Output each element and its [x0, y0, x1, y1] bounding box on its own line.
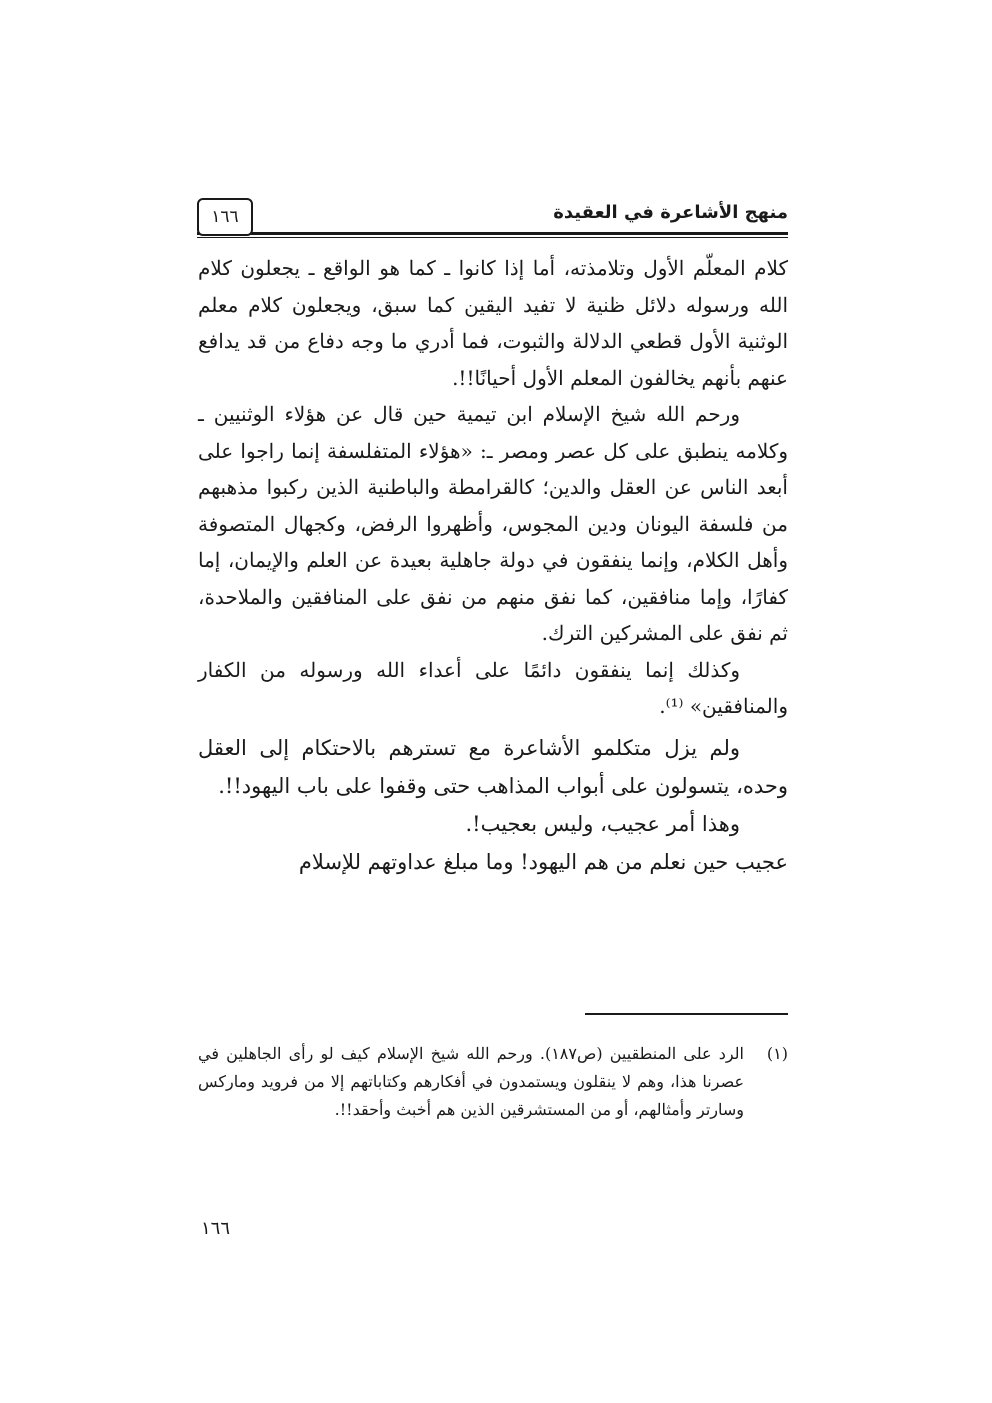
header-page-number: ١٦٦	[197, 198, 253, 236]
header-rule-thin	[197, 237, 788, 238]
book-title: منهج الأشاعرة في العقيدة	[553, 202, 788, 223]
paragraph-1: كلام المعلّم الأول وتلامذته، أما إذا كانوا ـ كما هو الواقع ـ يجعلون كلام الله ورسوله دلائل ظنية لا تفيد اليقين كما سبق، ويجعلون كلام معلم الوثنية الأول قطعي الدلالة والثبوت، فما أدري ما وجه دفاع من قد يدافع عنهم بأنهم يخالفون المعلم الأول أحيانًا!!.	[198, 256, 788, 390]
header-rule-thick	[197, 232, 788, 235]
paragraph-6: عجيب حين نعلم من هم اليهود! وما مبلغ عداوتهم للإسلام	[298, 849, 788, 874]
footnote-separator	[585, 1013, 788, 1015]
footnote-number: (١)	[766, 1044, 788, 1063]
main-text	[198, 250, 788, 881]
footnote	[198, 1040, 788, 1124]
paragraph-5: وهذا أمر عجيب، وليس بعجيب!.	[465, 811, 740, 836]
paragraph-4: ولم يزل متكلمو الأشاعرة مع تسترهم بالاحتكام إلى العقل وحده، يتسولون على أبواب المذاهب حتى وقفوا على باب اليهود!!.	[198, 735, 788, 798]
paragraph-2: ورحم الله شيخ الإسلام ابن تيمية حين قال عن هؤلاء الوثنيين ـ وكلامه ينطبق على كل عصر ومصر ـ: «هؤلاء المتفلسفة إنما راجوا على أبعد الناس عن العقل والدين؛ كالقرامطة والباطنية الذين ركبوا مذهبهم من فلسفة اليونان ودين المجوس، وأظهروا الرفض، وكجهال المتصوفة وأهل الكلام، وإنما ينفقون في دولة جاهلية بعيدة عن العلم والإيمان، إما كفارًا، وإما منافقين، كما نفق منهم من نفق على المنافقين والملاحدة، ثم نفق على المشركين الترك.	[198, 402, 788, 645]
footnote-text: الرد على المنطقيين (ص١٨٧). ورحم الله شيخ الإسلام كيف لو رأى الجاهلين في عصرنا هذا، وهم لا ينقلون ويستمدون في أفكارهم وكتاباتهم إلا من فرويد وماركس وسارتر وأمثالهم، أو من المستشرقين الذين هم أخبث وأحقد!!.	[198, 1044, 745, 1119]
footer-page-number: ١٦٦	[201, 1218, 231, 1239]
running-header	[197, 196, 788, 244]
paragraph-3: وكذلك إنما ينفقون دائمًا على أعداء الله ورسوله من الكفار والمنافقين» ⁽¹⁾.	[198, 657, 788, 718]
